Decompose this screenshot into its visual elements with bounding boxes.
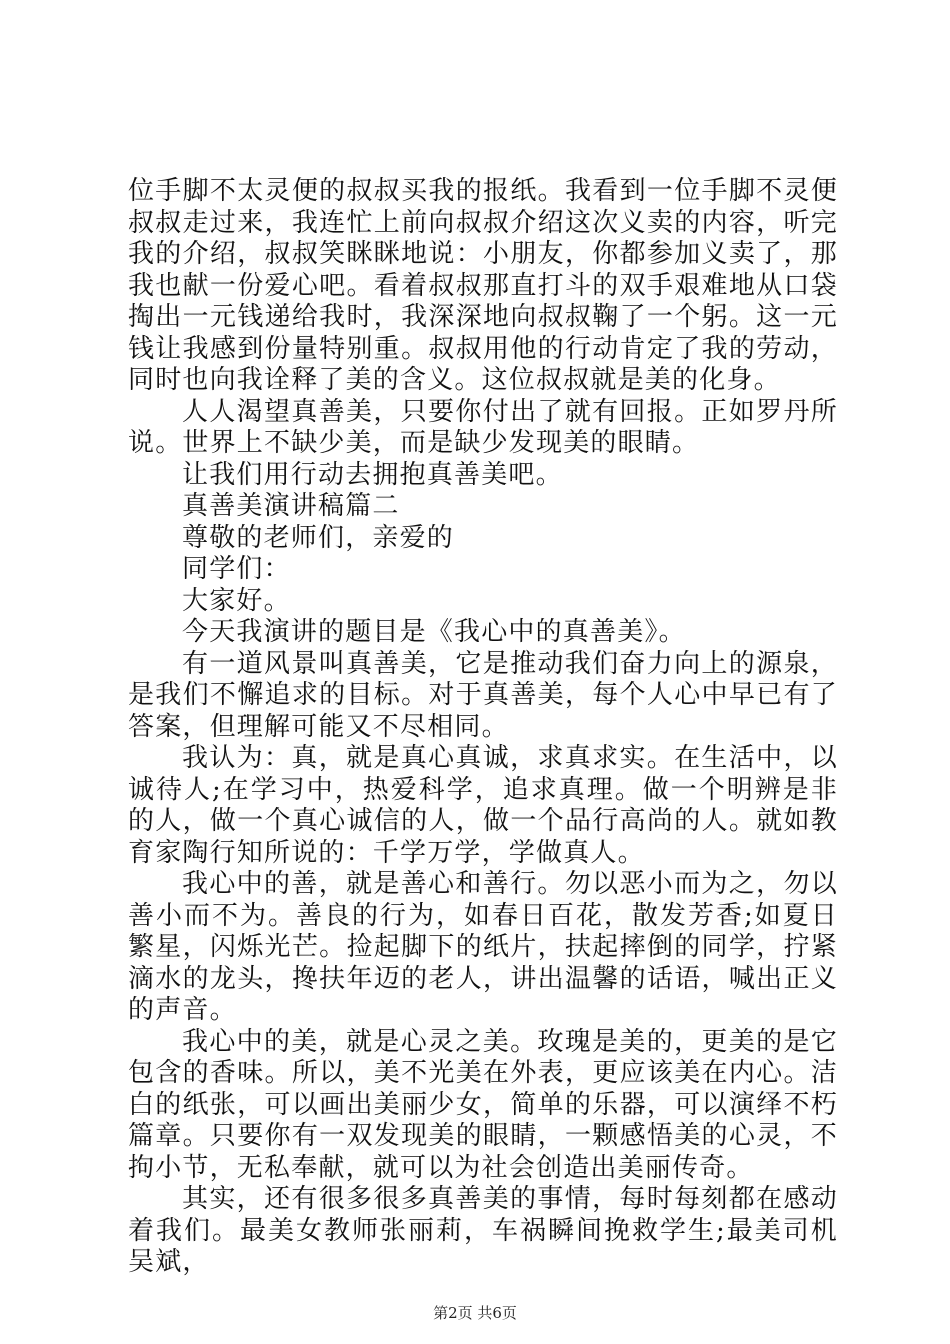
paragraph: 人人渴望真善美，只要你付出了就有回报。正如罗丹所说。世界上不缺少美，而是缺少发现美的眼睛。: [128, 396, 838, 458]
paragraph: 让我们用行动去拥抱真善美吧。: [182, 459, 563, 490]
paragraph: 其实，还有很多很多真善美的事情，每时每刻都在感动着我们。最美女教师张丽莉，车祸瞬间挽救学生;最美司机吴斌，: [128, 1184, 838, 1277]
paragraph: 我心中的善，就是善心和善行。勿以恶小而为之，勿以善小而不为。善良的行为，如春日百花，散发芳香;如夏日繁星，闪烁光芒。捡起脚下的纸片，扶起摔倒的同学，拧紧滴水的龙头，搀扶年迈的老人，讲出温馨的话语，喊出正义的声音。: [128, 869, 838, 1025]
paragraph: 我认为：真，就是真心真诚，求真求实。在生活中，以诚待人;在学习中，热爱科学，追求真理。做一个明辨是非的人，做一个真心诚信的人，做一个品行高尚的人。就如教育家陶行知所说的：千学万学，学做真人。: [128, 743, 838, 868]
document-body: [128, 176, 838, 1279]
section-heading: 真善美演讲稿篇二: [182, 491, 400, 521]
salutation-line: 同学们：: [182, 554, 291, 584]
paragraph: 我心中的美，就是心灵之美。玫瑰是美的，更美的是它包含的香味。所以，美不光美在外表，更应该美在内心。洁白的纸张，可以画出美丽少女，简单的乐器，可以演绎不朽篇章。只要你有一双发现美的眼睛，一颗感悟美的心灵，不拘小节，无私奉献，就可以为社会创造出美丽传奇。: [128, 1026, 838, 1183]
paragraph: 有一道风景叫真善美，它是推动我们奋力向上的源泉，是我们不懈追求的目标。对于真善美，每个人心中早已有了答案，但理解可能又不尽相同。: [128, 648, 838, 742]
greeting-line: 大家好。: [182, 585, 291, 616]
page-number-footer: 第2页 共6页: [433, 1304, 517, 1322]
salutation-line: 尊敬的老师们，亲爱的: [182, 522, 455, 553]
paragraph: 今天我演讲的题目是《我心中的真善美》。: [182, 617, 686, 647]
paragraph: 位手脚不太灵便的叔叔买我的报纸。我看到一位手脚不灵便叔叔走过来，我连忙上前向叔叔介绍这次义卖的内容，听完我的介绍，叔叔笑眯眯地说：小朋友，你都参加义卖了，那我也献一份爱心吧。看着叔叔那直打斗的双手艰难地从口袋掏出一元钱递给我时，我深深地向叔叔鞠了一个躬。这一元钱让我感到份量特别重。叔叔用他的行动肯定了我的劳动，同时也向我诠释了美的含义。这位叔叔就是美的化身。: [128, 176, 838, 395]
